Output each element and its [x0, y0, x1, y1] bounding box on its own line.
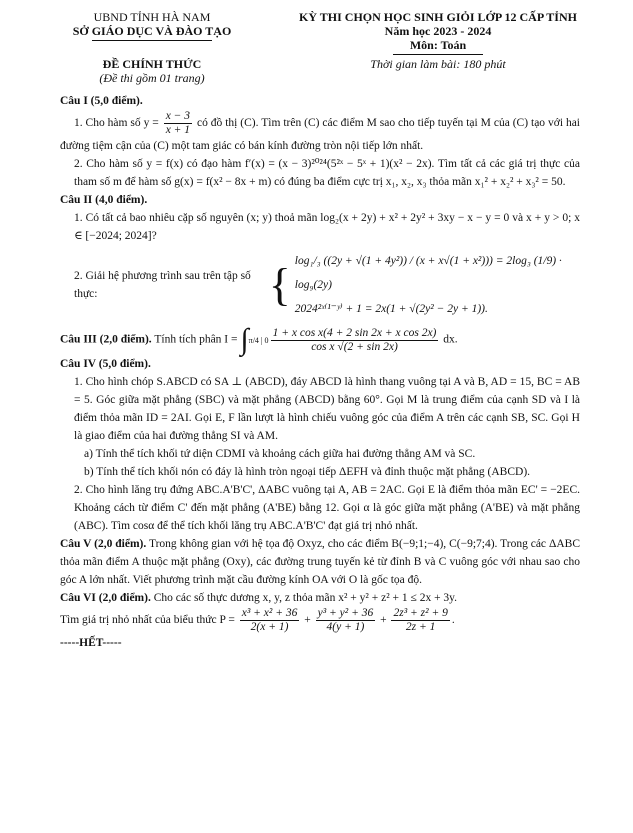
end-mark: -----HẾT-----: [60, 637, 122, 649]
header-rule-left: [92, 40, 212, 41]
question-4-2: 2. Cho hình lăng trụ đứng ABC.A'B'C', ΔABC vuông tại A, AB = 2AC. Gọi E là điểm thỏa mãn EC' = −2EC. Khoảng cách từ điểm C' đến mặt phẳng (A'BE) bằng 12. Gọi α là góc giữa mặt phẳng (A'BE) và mặt phẳng (ABC). Tìm cosα để thể tích khối lăng trụ ABC.A'B'C' đạt giá trị nhỏ nhất.: [74, 484, 580, 532]
question-6: [60, 589, 580, 607]
integral-bounds: π/4 | 0: [248, 335, 269, 345]
q3-text: Tính tích phân I =: [151, 333, 241, 346]
fraction-q1: [164, 110, 192, 137]
question-2-1: 1. Có tất cả bao nhiêu cặp số nguyên (x; y) thoả mãn log₂(x + 2y) + x² + 2y² + 3xy − x − y = 0 và x + y > 0; x ∈ [−2024; 2024]?: [74, 212, 580, 242]
fraction-denominator: x + 1: [165, 124, 191, 136]
fraction-denominator: 4(y + 1): [326, 621, 365, 633]
q1-1-lead: 1. Cho hàm số y =: [74, 117, 162, 130]
q1-1-rest: có đồ thị (C). Tìm trên (C) các điểm M sao cho tiếp tuyến tại M của (C) tạo với hai đường tiệm cận của (C) một tam giác có bán kính đường tròn nội tiếp lớn nhất.: [60, 117, 580, 152]
header-rule-right: [393, 54, 483, 55]
equation-system: [60, 249, 580, 321]
question-4-1b: b) Tính thể tích khối nón có đáy là hình tròn ngoại tiếp ΔEFH và đỉnh thuộc mặt phẳng (ABCD).: [84, 466, 531, 478]
question-2-2-label: 2. Giải hệ phương trình sau trên tập số thực:: [74, 270, 251, 300]
official-label: ĐỀ CHÍNH THỨC: [102, 57, 202, 71]
fraction-q3: [271, 327, 439, 354]
subject: Môn: Toán: [409, 38, 467, 52]
fraction-p3: [391, 607, 449, 634]
fraction-numerator: x − 3: [165, 110, 191, 122]
question-1-1: [60, 110, 580, 155]
system-equations: [295, 249, 580, 321]
fraction-p2: [316, 607, 376, 634]
page-count: (Đề thi gồm 01 trang): [99, 71, 205, 85]
fraction-numerator: 1 + x cos x(4 + 2 sin 2x + x cos 2x): [272, 326, 437, 339]
education-department: SỞ GIÁO DỤC VÀ ĐÀO TẠO: [72, 24, 232, 38]
fraction-denominator: 2z + 1: [405, 621, 436, 633]
plus-sign: +: [301, 614, 314, 627]
question-4-title: Câu IV (5,0 điểm).: [60, 358, 151, 370]
fraction-p1: [240, 607, 300, 634]
q3-tail: dx.: [440, 333, 458, 346]
question-4-1: 1. Cho hình chóp S.ABCD có SA ⊥ (ABCD), đáy ABCD là hình thang vuông tại A và B, AD = 15, BC = AB = 5. Góc giữa mặt phẳng (SBC) và mặt phẳng (ABCD) bằng 60°. Gọi M là trung điểm của cạnh SD và I là điểm thỏa mãn ID = 2AI. Gọi E, F lần lượt là hình chiếu vuông góc của điểm A trên các cạnh SB, SC. Gọi H là giao điểm của hai đường thẳng SI và AM.: [74, 376, 580, 442]
question-4-1a: a) Tính thể tích khối tứ diện CDMI và khoảng cách giữa hai đường thẳng AM và SC.: [84, 448, 476, 460]
q5-text: Trong không gian với hệ tọa độ Oxyz, cho các điểm B(−9;1;−4), C(−9;7;4). Trong các ΔABC thỏa mãn điểm A thuộc mặt phẳng (Oxy), các đường trung tuyến kẻ từ đỉnh B và C vuông góc với nhau sao cho góc A lớn nhất. Viết phương trình mặt cầu đường kính OA với O là gốc tọa độ.: [60, 538, 580, 586]
official-block: [52, 57, 252, 85]
department-header: [52, 10, 252, 41]
exam-header: [258, 10, 618, 55]
fraction-numerator: 2z³ + z² + 9: [393, 607, 448, 619]
exam-content: [60, 92, 580, 652]
q6-lead: Tìm giá trị nhỏ nhất của biểu thức P =: [60, 614, 238, 627]
question-1-2: 2. Cho hàm số y = f(x) có đạo hàm f′(x) = (x − 3)²⁰²⁴(5²ˣ − 5ˣ + 1)(x² − 2x). Tìm tất cả các giá trị thực của tham số m để hàm số g(x) = f(x² − 8x + m) có đúng ba điểm cực trị x₁, x₂, x₃ thỏa mãn x₁² + x₂² + x₃² = 50.: [74, 158, 580, 188]
question-3-title: Câu III (2,0 điểm).: [60, 333, 152, 346]
question-5-title: Câu V (2,0 điểm).: [60, 538, 147, 550]
plus-sign: +: [377, 614, 390, 627]
question-3: [60, 325, 580, 355]
question-6-title: Câu VI (2,0 điểm).: [60, 592, 151, 604]
system-brace: {: [268, 259, 291, 310]
province-committee: UBND TỈNH HÀ NAM: [93, 10, 211, 24]
integral-sign: ∫: [240, 323, 249, 356]
question-1-title: Câu I (5,0 điểm).: [60, 95, 143, 107]
fraction-numerator: y³ + y² + 36: [317, 607, 374, 619]
time-limit: Thời gian làm bài: 180 phút: [370, 57, 506, 71]
integral: [240, 325, 268, 355]
fraction-numerator: x³ + x² + 36: [241, 607, 298, 619]
q6-text: Cho các số thực dương x, y, z thỏa mãn x² + y² + z² + 1 ≤ 2x + 3y.: [150, 592, 458, 604]
exam-title: KỲ THI CHỌN HỌC SINH GIỎI LỚP 12 CẤP TỈNH: [299, 10, 577, 24]
system-equation-2: 2024²ˣ⁽¹⁻ʸ⁾ + 1 = 2x(1 + √(2y² − 2y + 1)).: [294, 303, 488, 315]
period: .: [451, 614, 455, 627]
school-year: Năm học 2023 - 2024: [384, 24, 492, 38]
question-6-expression: [60, 607, 580, 634]
question-2-title: Câu II (4,0 điểm).: [60, 194, 148, 206]
question-5: [60, 535, 580, 589]
system-equation-1: log₁/₃ ((2y + √(1 + 4y²)) / (x + x√(1 + x²))) = 2log₃ (1/9) · log₉(2y): [294, 255, 562, 291]
fraction-denominator: 2(x + 1): [250, 621, 289, 633]
fraction-denominator: cos x √(2 + sin 2x): [311, 340, 398, 353]
